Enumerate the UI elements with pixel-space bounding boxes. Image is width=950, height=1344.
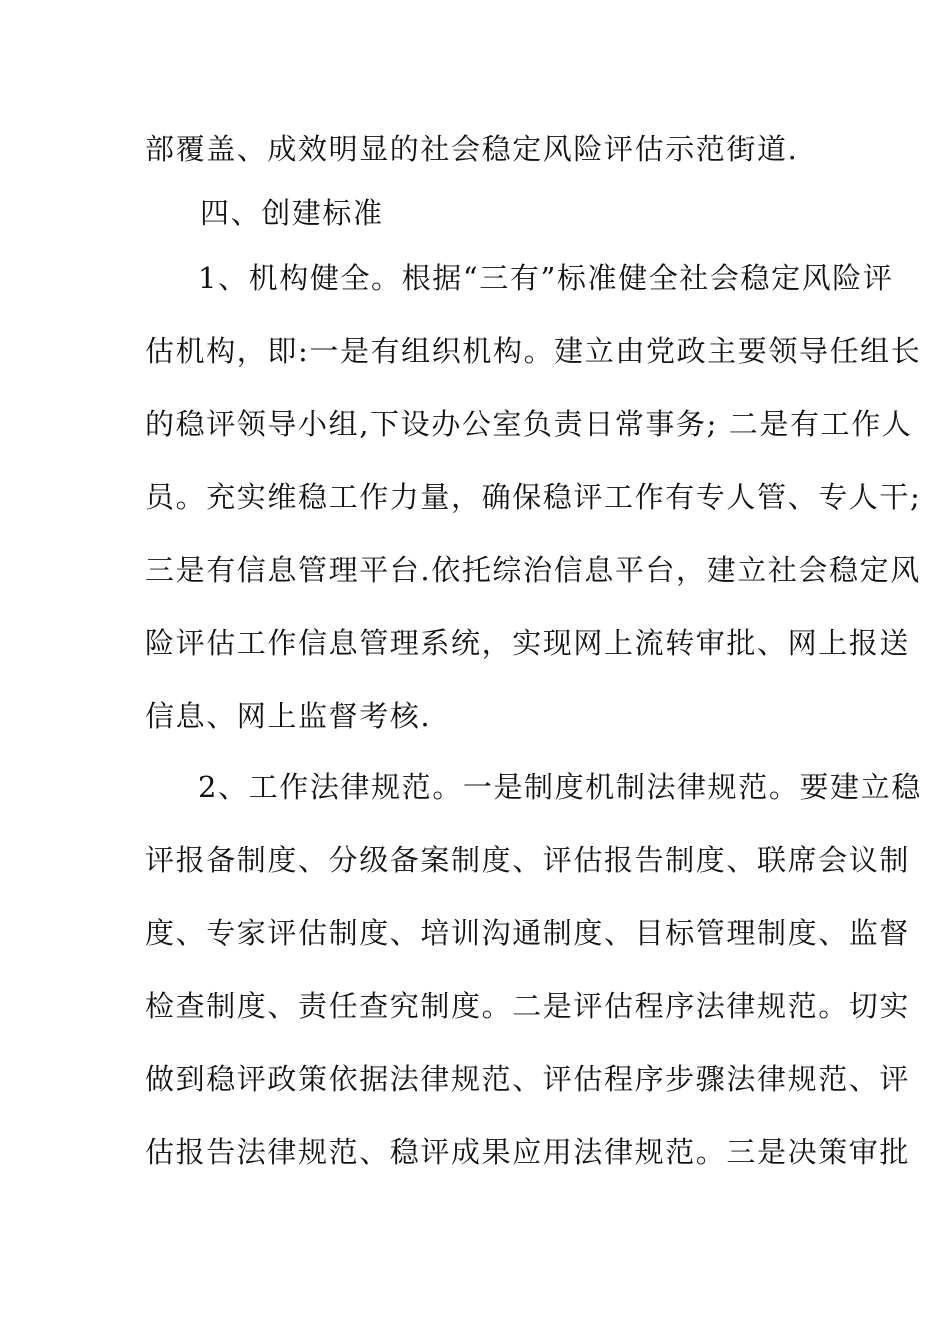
text-line: 的稳评领导小组,下设办公室负责日常事务; 二是有工作人 — [145, 407, 913, 441]
text-line: 做到稳评政策依据法律规范、评估程序步骤法律规范、评 — [145, 1062, 911, 1096]
text-line: 险评估工作信息管理系统，实现网上流转审批、网上报送 — [145, 626, 911, 660]
paragraph-first-line: 1、机构健全。根据“三有”标准健全社会稳定风险评 — [198, 261, 894, 295]
section-heading: 四、创建标准 — [200, 196, 384, 230]
text-line: 检查制度、责任查究制度。二是评估程序法律规范。切实 — [145, 989, 911, 1023]
text-line: 估报告法律规范、稳评成果应用法律规范。三是决策审批 — [145, 1135, 911, 1169]
paragraph-first-line: 2、工作法律规范。一是制度机制法律规范。要建立稳 — [198, 770, 922, 804]
text-line: 三是有信息管理平台.依托综治信息平台，建立社会稳定风 — [145, 553, 921, 587]
text-line: 评报备制度、分级备案制度、评估报告制度、联席会议制 — [145, 843, 911, 877]
text-line: 部覆盖、成效明显的社会稳定风险评估示范街道. — [145, 132, 799, 166]
text-line: 度、专家评估制度、培训沟通制度、目标管理制度、监督 — [145, 916, 911, 950]
text-line: 信息、网上监督考核. — [145, 699, 432, 733]
text-line: 估机构，即:一是有组织机构。建立由党政主要领导任组长 — [145, 334, 922, 368]
text-line: 员。充实维稳工作力量，确保稳评工作有专人管、专人干; — [145, 480, 922, 514]
